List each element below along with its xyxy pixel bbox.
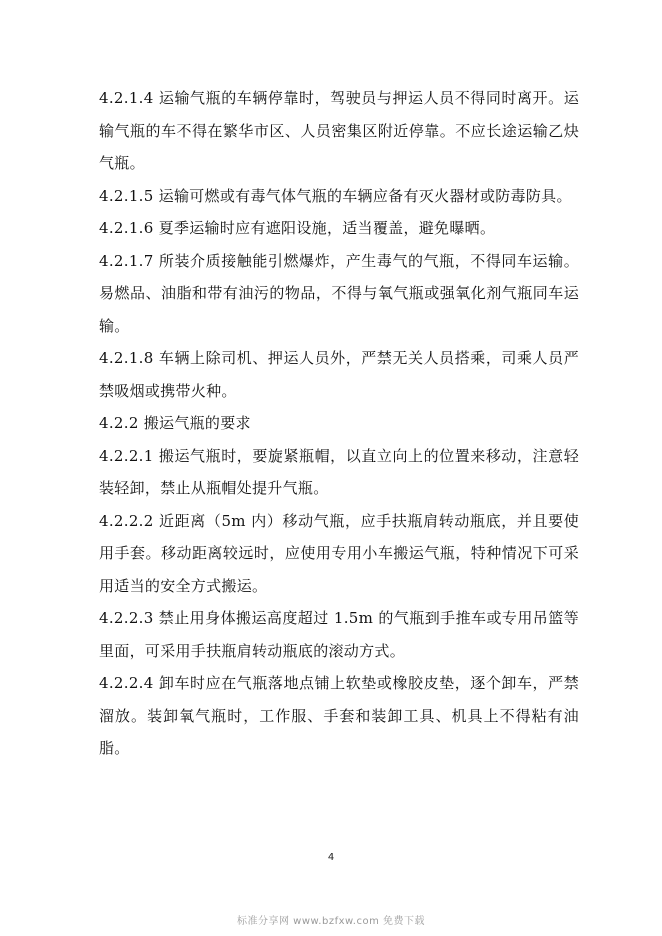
paragraph-4-2-1-4: 4.2.1.4 运输气瓶的车辆停靠时，驾驶员与押运人员不得同时离开。运输气瓶的车不得在繁华市区、人员密集区附近停靠。不应长途运输乙炔气瓶。 <box>99 89 579 172</box>
footer-watermark: 标准分享网 www.bzfxw.com 免费下载 <box>237 916 425 927</box>
page-number: 4 <box>327 852 335 863</box>
paragraph-4-2-2-4: 4.2.2.4 卸车时应在气瓶落地点铺上软垫或橡胶皮垫，逐个卸车，严禁溜放。装卸氧气瓶时，工作服、手套和装卸工具、机具上不得粘有油脂。 <box>99 674 579 757</box>
paragraph-4-2-2-2: 4.2.2.2 近距离（5m 内）移动气瓶，应手扶瓶肩转动瓶底，并且要使用手套。移动距离较远时，应使用专用小车搬运气瓶，特种情况下可采用适当的安全方式搬运。 <box>99 511 579 595</box>
paragraph-4-2-2-1: 4.2.2.1 搬运气瓶时，要旋紧瓶帽，以直立向上的位置来移动，注意轻装轻卸，禁止从瓶帽处提升气瓶。 <box>99 446 579 497</box>
paragraph-4-2-1-7: 4.2.1.7 所装介质接触能引燃爆炸，产生毒气的气瓶，不得同车运输。易燃品、油脂和带有油污的物品，不得与氧气瓶或强氧化剂气瓶同车运输。 <box>99 251 579 335</box>
paragraph-4-2-2-3: 4.2.2.3 禁止用身体搬运高度超过 1.5m 的气瓶到手推车或专用吊篮等里面，可采用手扶瓶肩转动瓶底的滚动方式。 <box>99 609 579 660</box>
paragraph-4-2-1-6: 4.2.1.6 夏季运输时应有遮阳设施，适当覆盖，避免曝晒。 <box>99 219 496 237</box>
paragraph-4-2-1-5: 4.2.1.5 运输可燃或有毒气体气瓶的车辆应备有灭火器材或防毒防具。 <box>99 186 572 205</box>
paragraph-4-2-1-8: 4.2.1.8 车辆上除司机、押运人员外，严禁无关人员搭乘，司乘人员严禁吸烟或携带火种。 <box>99 349 579 400</box>
section-heading-4-2-2: 4.2.2 搬运气瓶的要求 <box>99 414 251 432</box>
document-body <box>99 82 579 765</box>
